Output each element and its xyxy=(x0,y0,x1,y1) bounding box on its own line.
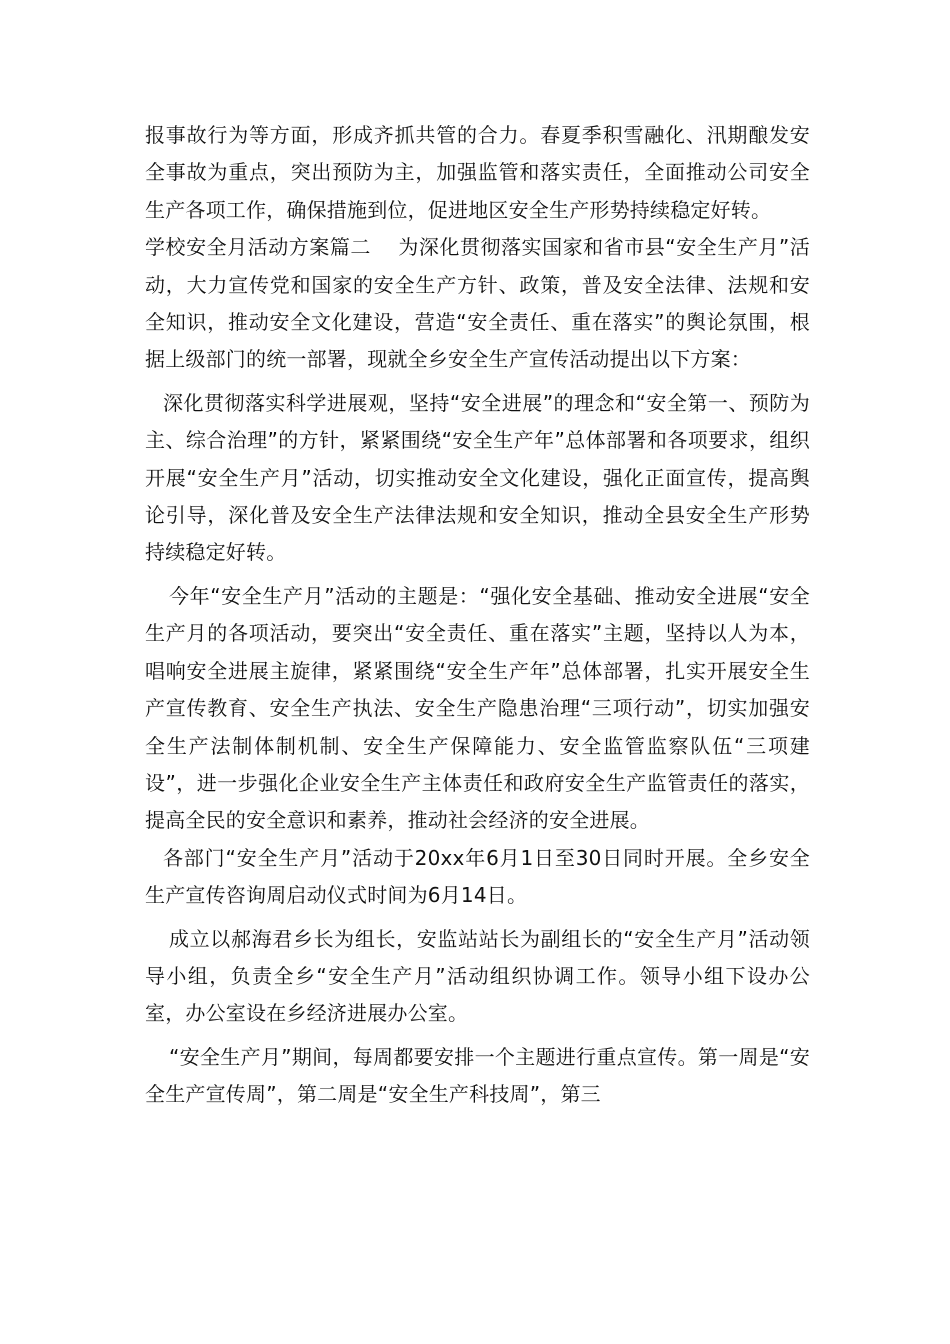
paragraph-1: 报事故行为等方面，形成齐抓共管的合力。春夏季积雪融化、汛期酿发安全事故为重点，突出预防为主，加强监管和落实责任，全面推动公司安全生产各项工作，确保措施到位，促进地区安全生产形势持续稳定好转。 xyxy=(145,123,810,222)
paragraph-4: 今年“安全生产月”活动的主题是：“强化安全基础、推动安全进展“安全生产月的各项活动，要突出“安全责任、重在落实”主题，坚持以人为本，唱响安全进展主旋律，紧紧围绕“安全生产年”总体部署，扎实开展安全生产宣传教育、安全生产执法、安全生产隐患治理“三项行动”，切实加强安全生产法制体制机制、安全生产保障能力、安全监管监察队伍“三项建设”，进一步强化企业安全生产主体责任和政府安全生产监管责任的落实，提高全民的安全意识和素养，推动社会经济的安全进展。 xyxy=(145,583,810,833)
paragraph-5: 各部门“安全生产月”活动于20xx年6月1日至30日同时开展。全乡安全生产宣传咨询周启动仪式时间为6月14日。 xyxy=(145,845,810,908)
paragraph-2-heading: 学校安全月活动方案篇二 为深化贯彻落实国家和省市县“安全生产月”活动，大力宣传党和国家的安全生产方针、政策，普及安全法律、法规和安全知识，推动安全文化建设，营造“安全责任、重在落实”的舆论氛围，根据上级部门的统一部署，现就全乡安全生产宣传活动提出以下方案： xyxy=(145,235,810,372)
paragraph-6: 成立以郝海君乡长为组长，安监站站长为副组长的“安全生产月”活动领导小组，负责全乡“安全生产月”活动组织协调工作。领导小组下设办公室，办公室设在乡经济进展办公室。 xyxy=(145,926,810,1026)
paragraph-3: 深化贯彻落实科学进展观，坚持“安全进展”的理念和“安全第一、预防为主、综合治理”的方针，紧紧围绕“安全生产年”总体部署和各项要求，组织开展“安全生产月”活动，切实推动安全文化建设，强化正面宣传，提高舆论引导，深化普及安全生产法律法规和安全知识，推动全县安全生产形势持续稳定好转。 xyxy=(145,390,810,565)
document-body xyxy=(145,117,810,1114)
paragraph-7: “安全生产月”期间，每周都要安排一个主题进行重点宣传。第一周是“安全生产宣传周”，第二周是“安全生产科技周”，第三 xyxy=(145,1044,810,1107)
